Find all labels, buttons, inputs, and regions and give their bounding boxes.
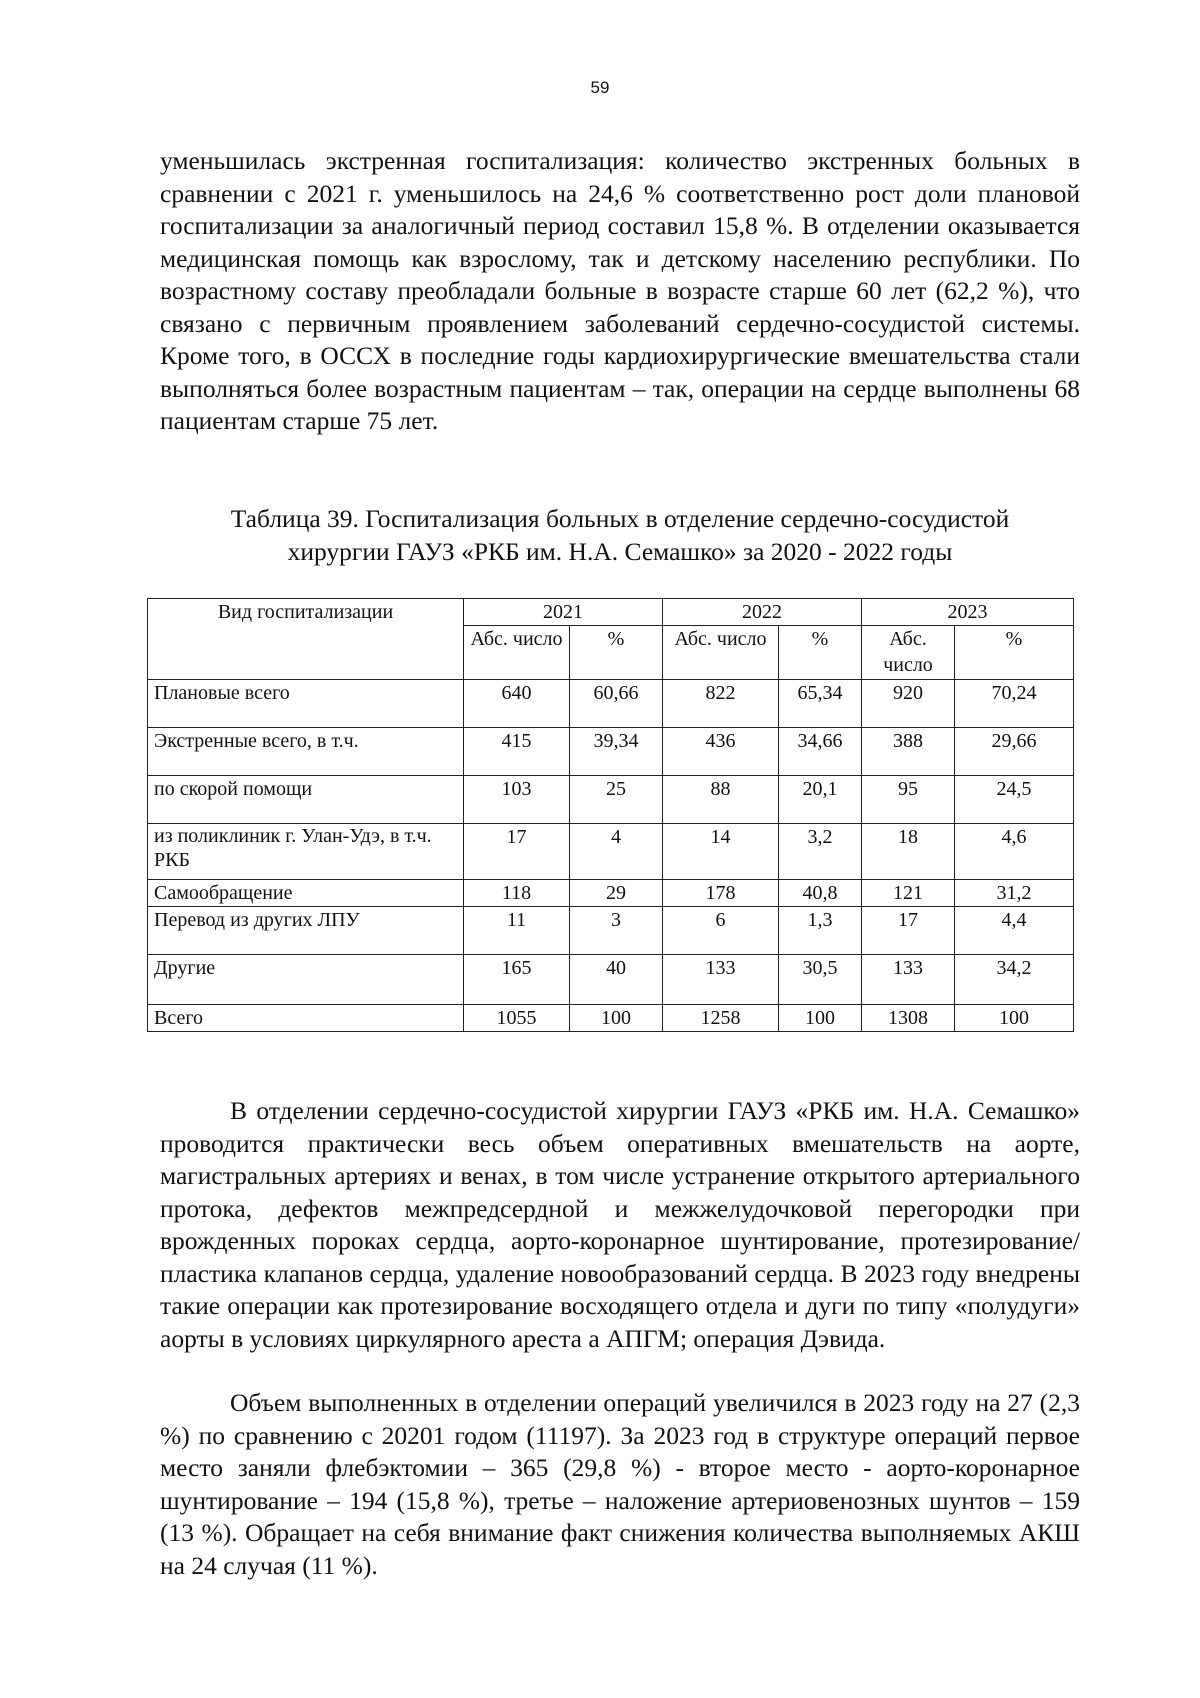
cell-value: 29 [570, 880, 663, 907]
cell-value: 100 [570, 1005, 663, 1032]
cell-value: 436 [663, 728, 779, 776]
subheader-pct: % [779, 626, 862, 680]
cell-value: 822 [663, 680, 779, 728]
hospitalization-table [147, 598, 1074, 1032]
cell-value: 34,2 [955, 955, 1074, 1005]
cell-value: 40 [570, 955, 663, 1005]
cell-value: 4,6 [955, 824, 1074, 880]
cell-value: 3 [570, 907, 663, 955]
cell-value: 88 [663, 776, 779, 824]
subheader-abs: Абс. число [663, 626, 779, 680]
paragraph-volume: Объем выполненных в отделении операций увеличился в 2023 году на 27 (2,3 %) по сравнению с 20201 годом (11197). За 2023 год в структуре операций первое место заняли флебэктомии – 365 (29,8 %) - второе место - аорто-коронарное шунтирование – 194 (15,8 %), третье – наложение артериовенозных шунтов – 159 (13 %). Обращает на себя внимание факт снижения количества выполняемых АКШ на 24 случая (11 %). [160, 1388, 1080, 1580]
cell-value: 640 [464, 680, 570, 728]
page-number: 59 [590, 78, 610, 97]
table-caption-line-1: Таблица 39. Госпитализация больных в отделение сердечно-сосудистой [230, 504, 1010, 533]
table-row [148, 880, 1074, 907]
cell-value: 388 [862, 728, 955, 776]
cell-value: 25 [570, 776, 663, 824]
cell-value: 34,66 [779, 728, 862, 776]
cell-value: 17 [464, 824, 570, 880]
cell-value: 31,2 [955, 880, 1074, 907]
header-year-1: 2021 [464, 599, 663, 626]
row-label: Другие [148, 955, 464, 1005]
cell-value: 4 [570, 824, 663, 880]
cell-value: 29,66 [955, 728, 1074, 776]
cell-value: 95 [862, 776, 955, 824]
table-row [148, 824, 1074, 880]
row-label: Экстренные всего, в т.ч. [148, 728, 464, 776]
table-row [148, 776, 1074, 824]
cell-value: 40,8 [779, 880, 862, 907]
cell-value: 133 [663, 955, 779, 1005]
cell-value: 60,66 [570, 680, 663, 728]
cell-value: 4,4 [955, 907, 1074, 955]
table-caption-line-2: хирургии ГАУЗ «РКБ им. Н.А. Семашко» за 2020 - 2022 годы [287, 536, 953, 566]
header-year-2: 2022 [663, 599, 862, 626]
row-label: Перевод из других ЛПУ [148, 907, 464, 955]
cell-value: 18 [862, 824, 955, 880]
cell-value: 1055 [464, 1005, 570, 1032]
cell-value: 20,1 [779, 776, 862, 824]
cell-value: 1308 [862, 1005, 955, 1032]
subheader-pct: % [955, 626, 1074, 680]
table-row [148, 955, 1074, 1005]
cell-value: 100 [779, 1005, 862, 1032]
cell-value: 133 [862, 955, 955, 1005]
cell-value: 100 [955, 1005, 1074, 1032]
header-type: Вид госпитализации [148, 599, 464, 680]
subheader-abs: Абс. число [862, 626, 955, 680]
cell-value: 1,3 [779, 907, 862, 955]
paragraph-operations: В отделении сердечно-сосудистой хирургии ГАУЗ «РКБ им. Н.А. Семашко» проводится практически весь объем оперативных вмешательств на аорте, магистральных артериях и венах, в том числе устранение открытого артериального протока, дефектов межпредсердной и межжелудочковой перегородки при врожденных пороках сердца, аорто-коронарное шунтирование, протезирование/пластика клапанов сердца, удаление новообразований сердца. В 2023 году внедрены такие операции как протезирование восходящего отдела и дуги по типу «полудуги» аорты в условиях циркулярного ареста а АПГМ; операция Дэвида. [160, 1096, 1080, 1353]
cell-value: 165 [464, 955, 570, 1005]
cell-value: 121 [862, 880, 955, 907]
table-caption [160, 503, 1080, 568]
table-row [148, 1005, 1074, 1032]
cell-value: 70,24 [955, 680, 1074, 728]
cell-value: 103 [464, 776, 570, 824]
row-label: из поликлиник г. Улан-Удэ, в т.ч. РКБ [148, 824, 464, 880]
cell-value: 178 [663, 880, 779, 907]
cell-value: 17 [862, 907, 955, 955]
subheader-abs: Абс. число [464, 626, 570, 680]
cell-value: 920 [862, 680, 955, 728]
row-label: по скорой помощи [148, 776, 464, 824]
cell-value: 11 [464, 907, 570, 955]
cell-value: 3,2 [779, 824, 862, 880]
cell-value: 30,5 [779, 955, 862, 1005]
table-row [148, 728, 1074, 776]
cell-value: 1258 [663, 1005, 779, 1032]
cell-value: 118 [464, 880, 570, 907]
cell-value: 6 [663, 907, 779, 955]
cell-value: 65,34 [779, 680, 862, 728]
cell-value: 415 [464, 728, 570, 776]
subheader-pct: % [570, 626, 663, 680]
cell-value: 39,34 [570, 728, 663, 776]
row-label: Плановые всего [148, 680, 464, 728]
cell-value: 24,5 [955, 776, 1074, 824]
header-year-3: 2023 [862, 599, 1074, 626]
table-row [148, 907, 1074, 955]
cell-value: 14 [663, 824, 779, 880]
row-label: Всего [148, 1005, 464, 1032]
table-row [148, 680, 1074, 728]
row-label: Самообращение [148, 880, 464, 907]
paragraph-intro: уменьшилась экстренная госпитализация: количество экстренных больных в сравнении с 2021 г. уменьшилось на 24,6 % соответственно рост доли плановой госпитализации за аналогичный период составил 15,8 %. В отделении оказывается медицинская помощь как взрослому, так и детскому населению республики. По возрастному составу преобладали больные в возрасте старше 60 лет (62,2 %), что связано с первичным проявлением заболеваний сердечно-сосудистой системы. Кроме того, в ОССХ в последние годы кардиохирургические вмешательства стали выполняться более возрастным пациентам – так, операции на сердце выполнены 68 пациентам старше 75 лет. [160, 146, 1080, 435]
